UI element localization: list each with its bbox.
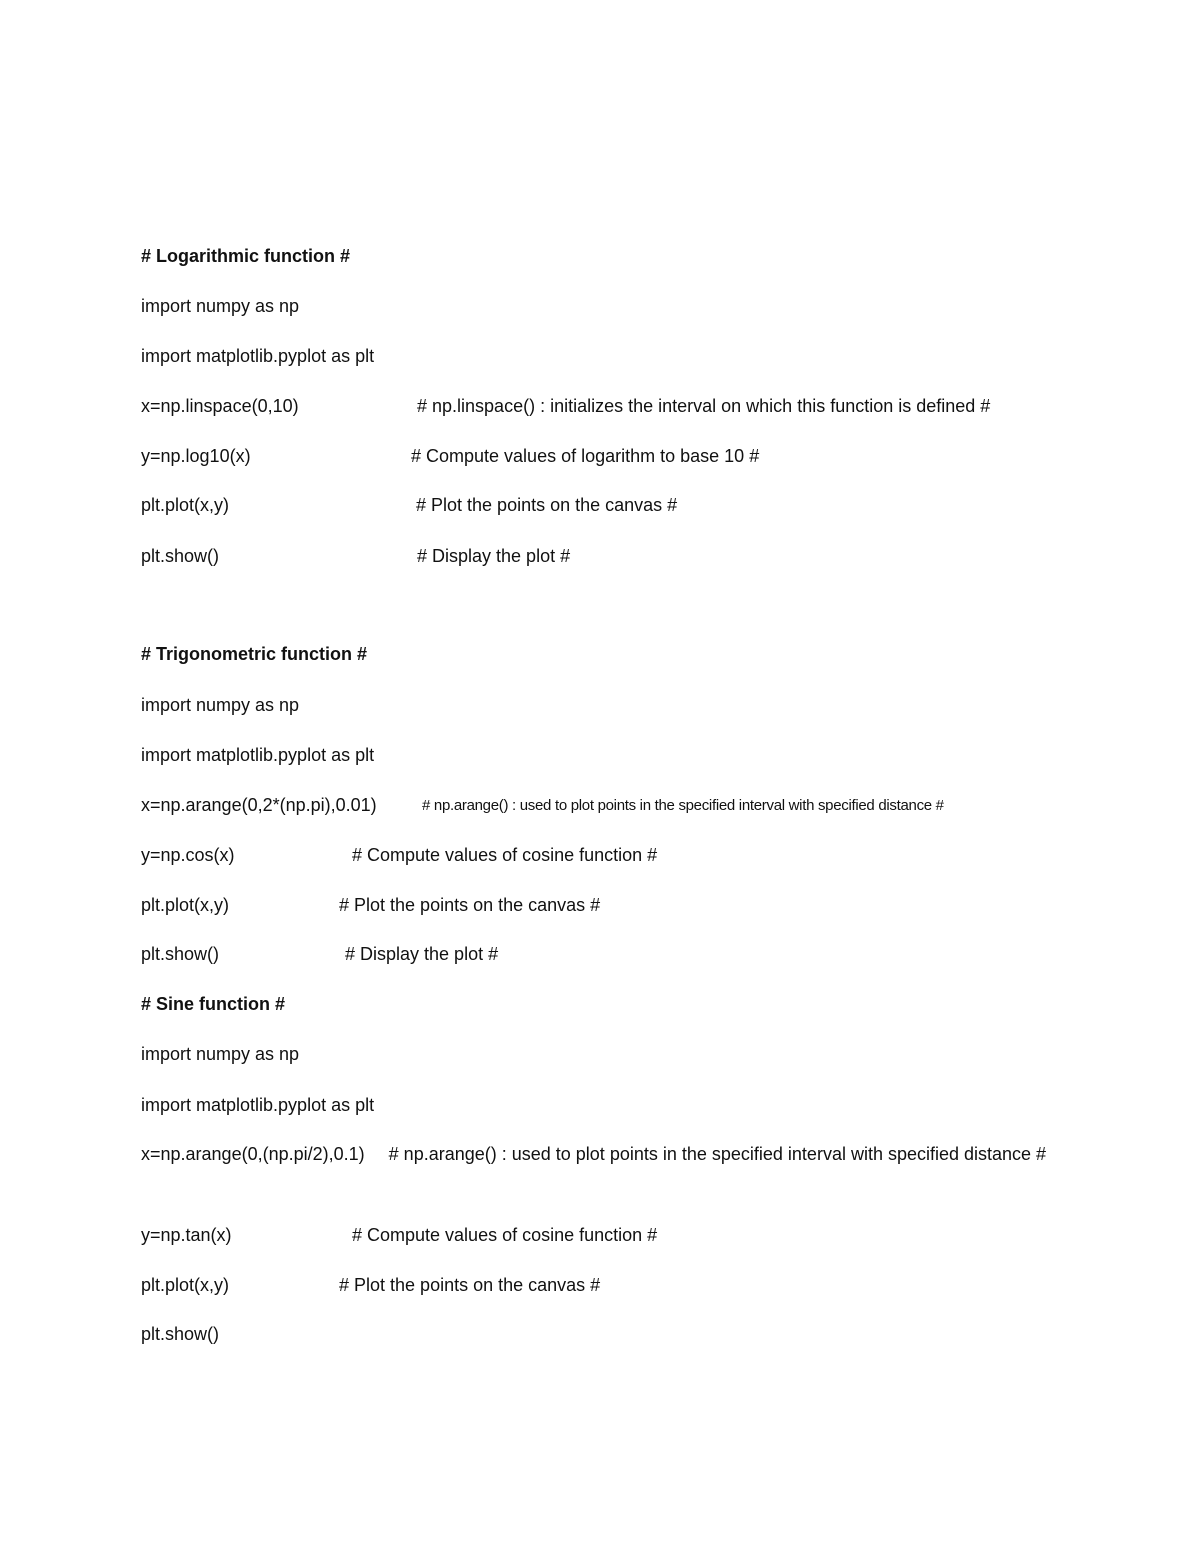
code-comment: # Plot the points on the canvas # (416, 495, 678, 515)
section-heading-trigonometric: # Trigonometric function # (141, 644, 368, 664)
code-comment: # np.linspace() : initializes the interval on which this function is defined # (417, 396, 991, 416)
code-line: plt.show() (141, 944, 220, 964)
code-line-wrapped (141, 1139, 1061, 1169)
code-comment: # np.arange() : used to plot points in the specified interval with specified distance # (422, 797, 944, 814)
code-comment: # Display the plot # (417, 546, 571, 566)
code-line: plt.plot(x,y) (141, 495, 230, 515)
code-comment: # Display the plot # (345, 944, 499, 964)
code-line: x=np.arange(0,2*(np.pi),0.01) (141, 795, 377, 815)
code-line: plt.show() (141, 546, 220, 566)
code-line: import numpy as np (141, 695, 300, 715)
code-comment: # Compute values of logarithm to base 10 # (411, 446, 760, 466)
section-heading-sine: # Sine function # (141, 994, 286, 1014)
code-comment: # Plot the points on the canvas # (339, 895, 601, 915)
code-line: x=np.linspace(0,10) (141, 396, 299, 416)
code-line: plt.show() (141, 1324, 220, 1344)
code-line: plt.plot(x,y) (141, 895, 230, 915)
code-text: x=np.arange(0,(np.pi/2),0.1) (141, 1144, 365, 1164)
code-comment: # Plot the points on the canvas # (339, 1275, 601, 1295)
code-line: y=np.tan(x) (141, 1225, 232, 1245)
code-line: import matplotlib.pyplot as plt (141, 346, 375, 366)
code-line: plt.plot(x,y) (141, 1275, 230, 1295)
code-line: import matplotlib.pyplot as plt (141, 745, 375, 765)
code-line: import numpy as np (141, 1044, 300, 1064)
code-comment: # np.arange() : used to plot points in the specified interval with specified distance # (388, 1144, 1047, 1164)
code-line: y=np.cos(x) (141, 845, 235, 865)
section-heading-logarithmic: # Logarithmic function # (141, 246, 351, 266)
code-line: import numpy as np (141, 296, 300, 316)
code-comment: # Compute values of cosine function # (352, 1225, 658, 1245)
code-comment: # Compute values of cosine function # (352, 845, 658, 865)
code-line: import matplotlib.pyplot as plt (141, 1095, 375, 1115)
code-line: y=np.log10(x) (141, 446, 251, 466)
